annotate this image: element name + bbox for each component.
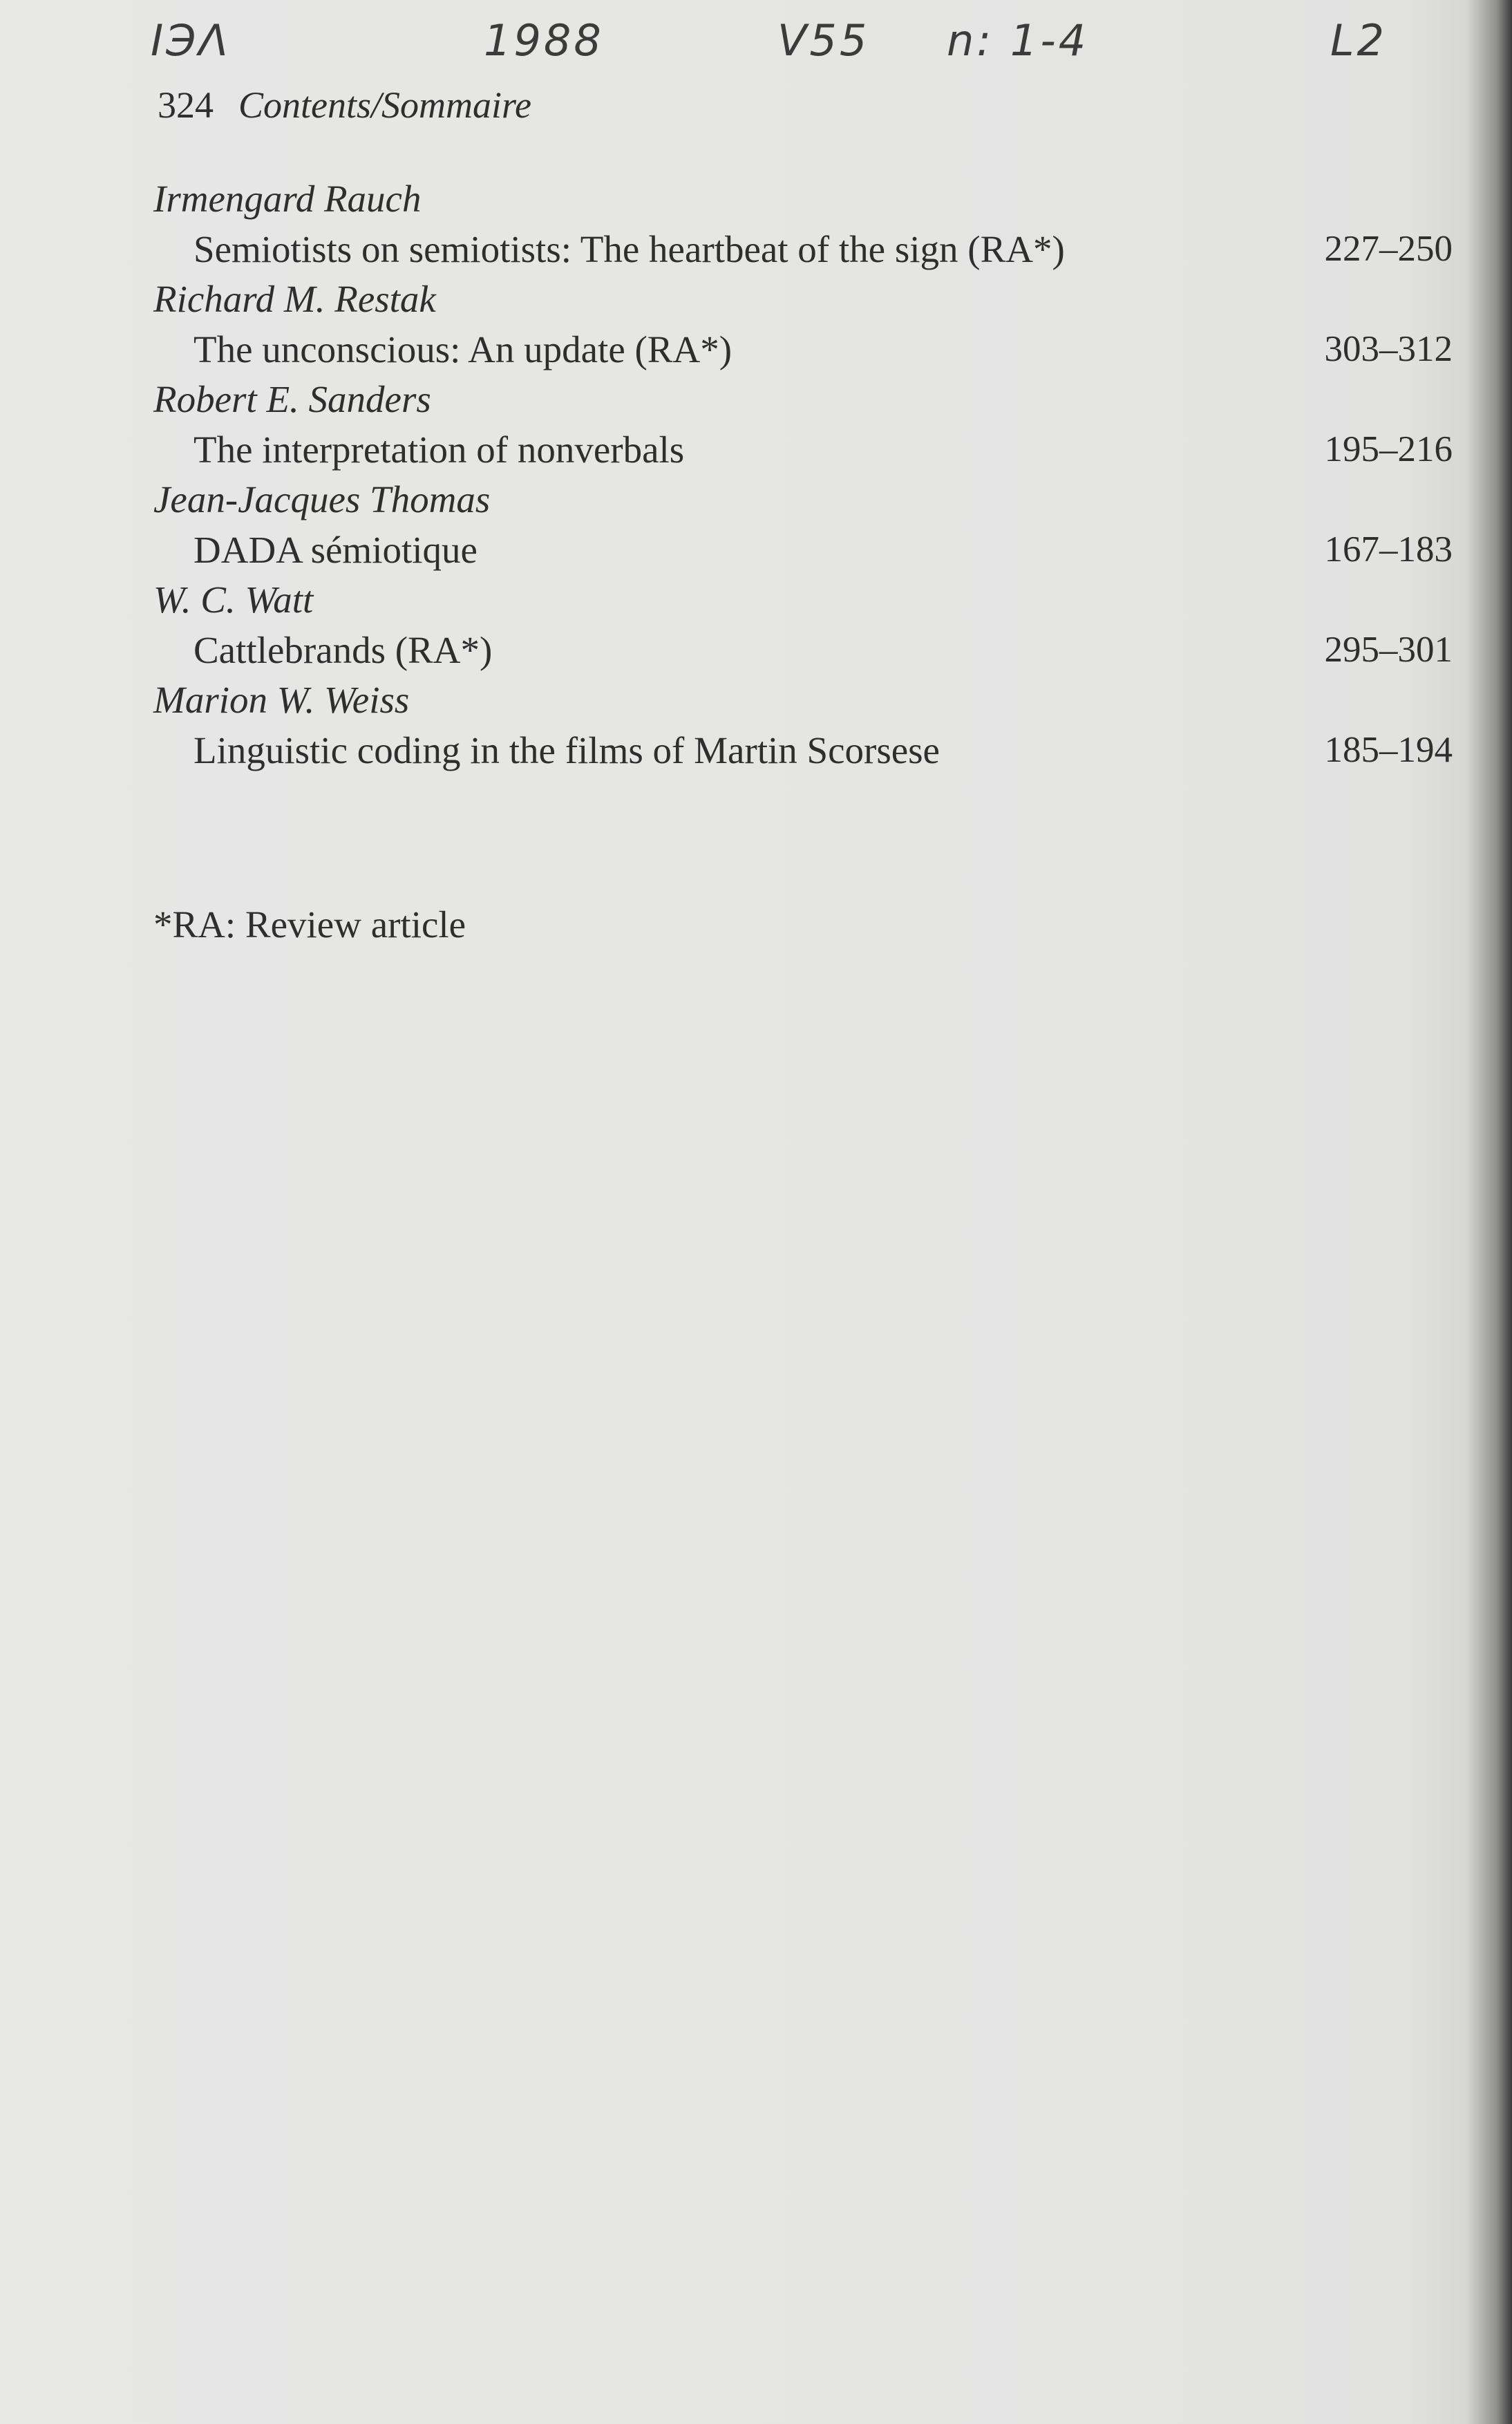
handwritten-year: 1988 xyxy=(484,15,604,66)
toc-author: Robert E. Sanders xyxy=(153,378,431,420)
toc-author: Marion W. Weiss xyxy=(153,679,410,721)
toc-article-title: Linguistic coding in the films of Martin Scorsese xyxy=(193,729,940,771)
handwritten-shelf-mark: L2 xyxy=(1330,15,1387,66)
table-of-contents xyxy=(153,174,1453,776)
toc-entry xyxy=(153,375,1453,475)
handwritten-issue-range: n: 1-4 xyxy=(947,15,1089,66)
toc-title-row xyxy=(153,525,1453,575)
toc-article-title: Cattlebrands (RA*) xyxy=(193,629,493,671)
toc-page-range: 185–194 xyxy=(1324,730,1453,770)
toc-entry xyxy=(153,174,1453,274)
toc-title-row xyxy=(153,625,1453,675)
toc-article-title: The unconscious: An update (RA*) xyxy=(193,328,733,370)
toc-page-range: 227–250 xyxy=(1324,229,1453,269)
toc-page-range: 295–301 xyxy=(1324,630,1453,670)
toc-title-row xyxy=(153,224,1453,274)
toc-author: Irmengard Rauch xyxy=(153,178,422,220)
running-title: Contents/Sommaire xyxy=(238,84,531,126)
toc-entry xyxy=(153,575,1453,675)
toc-page-range: 167–183 xyxy=(1324,529,1453,570)
toc-title-row xyxy=(153,324,1453,375)
toc-entry xyxy=(153,475,1453,575)
handwritten-note: ΙЭΛ xyxy=(151,15,231,66)
running-head xyxy=(158,77,531,133)
toc-article-title: The interpretation of nonverbals xyxy=(193,429,685,471)
toc-entry xyxy=(153,675,1453,776)
handwritten-volume: V55 xyxy=(777,15,870,66)
footnote: *RA: Review article xyxy=(153,903,466,946)
toc-page-range: 303–312 xyxy=(1324,329,1453,369)
toc-author: W. C. Watt xyxy=(153,579,314,621)
page-number: 324 xyxy=(158,84,214,126)
toc-author: Jean-Jacques Thomas xyxy=(153,478,491,520)
toc-title-row xyxy=(153,725,1453,776)
toc-entry xyxy=(153,274,1453,375)
toc-article-title: Semiotists on semiotists: The heartbeat of the sign (RA*) xyxy=(193,228,1065,270)
toc-title-row xyxy=(153,424,1453,475)
toc-page-range: 195–216 xyxy=(1324,429,1453,469)
toc-author: Richard M. Restak xyxy=(153,278,436,320)
toc-article-title: DADA sémiotique xyxy=(193,529,478,571)
